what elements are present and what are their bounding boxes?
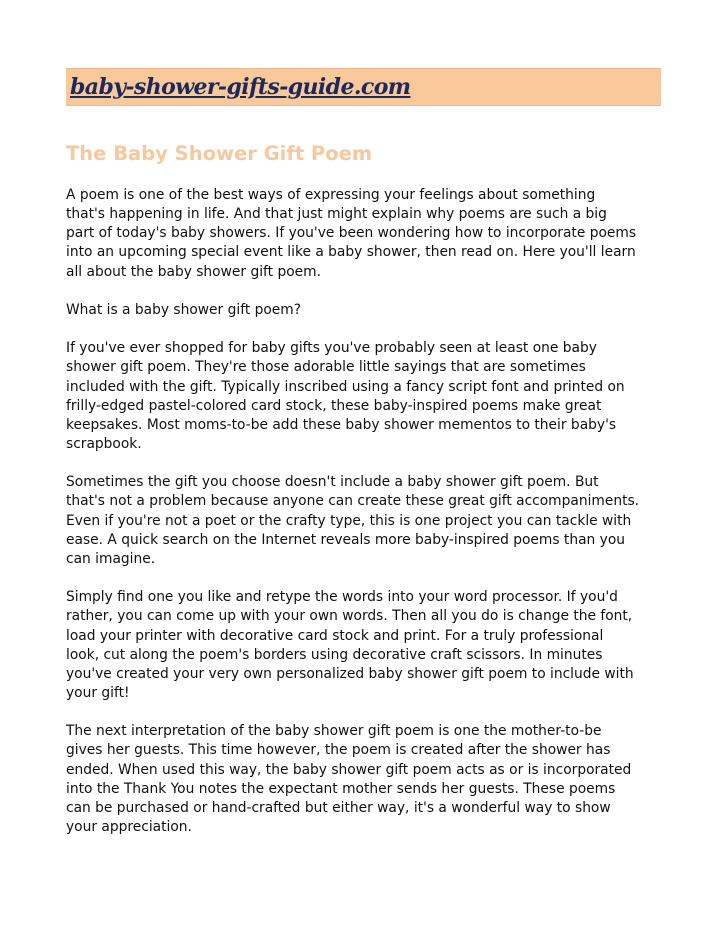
paragraph [66,473,666,569]
paragraph-line: that's happening in life. And that just might explain why poems are such a big [66,206,607,223]
paragraph-line: your gift! [66,685,130,701]
paragraph-line: Sometimes the gift you choose doesn't include a baby shower gift poem. But [66,474,599,491]
paragraph-line: included with the gift. Typically inscribed using a fancy script font and printed on [66,378,625,395]
paragraph-line: Even if you're not a poet or the crafty type, this is one project you can tackle with [66,512,632,529]
paragraph-line: into the Thank You notes the expectant mother sends her guests. These poems [66,780,616,797]
header-band [66,68,661,106]
paragraph-line: scrapbook. [66,436,142,452]
paragraph [66,588,666,703]
paragraph-line: part of today's baby showers. If you've been wondering how to incorporate poems [66,225,637,242]
paragraph-line: keepsakes. Most moms-to-be add these baby shower mementos to their baby's [66,416,617,433]
paragraph-line: Simply find one you like and retype the words into your word processor. If you'd [66,589,618,606]
paragraph-line: you've created your very own personalized baby shower gift poem to include with [66,665,634,682]
paragraph-line: frilly-edged pastel-colored card stock, these baby-inspired poems make great [66,397,602,414]
page-title: The Baby Shower Gift Poem [66,142,373,165]
paragraph-line: What is a baby shower gift poem? [66,301,302,318]
paragraph-line: A poem is one of the best ways of expressing your feelings about something [66,187,596,203]
paragraph-line: ended. When used this way, the baby shower gift poem acts as or is incorporated [66,761,632,778]
paragraph-line: can imagine. [66,550,156,567]
paragraph-line: all about the baby shower gift poem. [66,263,321,280]
paragraph-line: ease. A quick search on the Internet reveals more baby-inspired poems than you [66,531,626,548]
paragraph-line: If you've ever shopped for baby gifts you've probably seen at least one baby [66,340,597,357]
article-body [66,186,666,856]
paragraph [66,722,666,837]
paragraph-line: look, cut along the poem's borders using decorative craft scissors. In minutes [66,646,603,663]
paragraph-line: shower gift poem. They're those adorable little sayings that are sometimes [66,359,586,376]
paragraph-line: gives her guests. This time however, the poem is created after the shower has [66,742,611,759]
paragraph-line: load your printer with decorative card stock and print. For a truly professional [66,627,604,644]
site-title: baby-shower-gifts-guide.com [70,74,411,100]
paragraph-line: that's not a problem because anyone can create these great gift accompaniments. [66,493,640,510]
paragraph-line: into an upcoming special event like a baby shower, then read on. Here you'll learn [66,244,636,261]
paragraph-line: can be purchased or hand-crafted but either way, it's a wonderful way to show [66,799,611,816]
paragraph-line: your appreciation. [66,819,192,836]
paragraph-line: The next interpretation of the baby shower gift poem is one the mother-to-be [66,723,602,740]
paragraph [66,301,666,320]
paragraph-line: rather, you can come up with your own words. Then all you do is change the font, [66,608,633,625]
paragraph [66,186,666,282]
paragraph [66,339,666,454]
